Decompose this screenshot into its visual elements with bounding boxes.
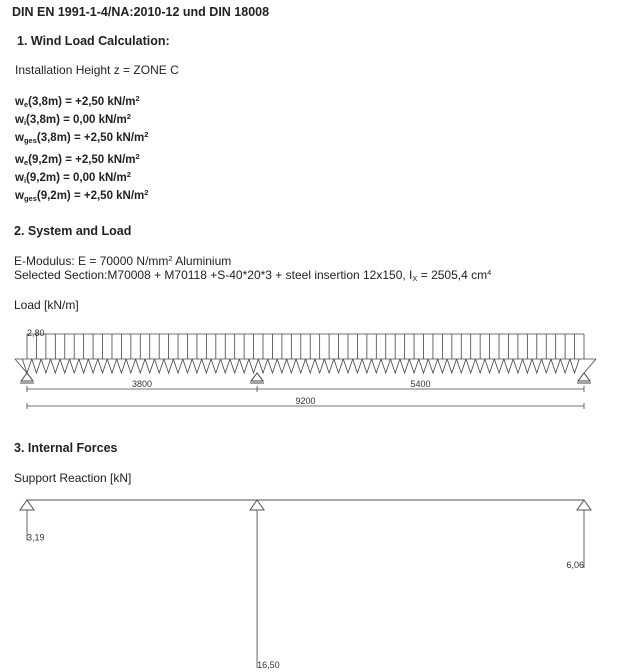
support-triangle-icon [21,373,33,381]
support-triangle-icon [578,373,590,381]
lattice-diagonal [51,359,60,373]
lattice-diagonal [390,359,399,373]
lattice-end [584,359,596,373]
lattice-diagonal [372,359,381,373]
formula-wges-1: $w_{ges}(3,8m) = +2,50$ $kN/m^2$ [15,130,149,145]
lattice-diagonal [145,359,154,373]
lattice-diagonal [362,359,371,373]
section-2-heading: 2. System and Load [14,224,132,238]
lattice-diagonal [268,359,277,373]
load-arrows [27,334,584,359]
installation-height: Installation Height z = ZONE C [15,63,179,77]
lattice-diagonal [381,359,390,373]
lattice-diagonal [570,359,579,373]
support-reaction-label: Support Reaction [kN] [14,471,132,485]
formula-wi-1: $w_i(3,8m) = 0,00$ $kN/m^2$ [15,112,131,127]
lattice-diagonal [183,359,192,373]
lattice-diagonal [466,359,475,373]
selected-section: Selected Section:M70008 + M70118 +S-40*20*3 + steel insertion 12x150, $I_X = 2505,4$ $cm^4$ [14,268,492,283]
beam-lattice [15,359,596,373]
lattice-diagonal [32,359,41,373]
lattice-diagonal [164,359,173,373]
beam-supports [20,373,591,383]
reaction-right-value: 6,06 [566,560,584,571]
lattice-diagonal [202,359,211,373]
lattice-diagonal [306,359,315,373]
support-reaction-diagram [0,492,618,672]
lattice-diagonal [136,359,145,373]
span-2-label: 5400 [410,379,431,389]
lattice-diagonal [523,359,532,373]
lattice-diagonal [353,359,362,373]
document-title: DIN EN 1991-1-4/NA:2010-12 und DIN 18008 [12,5,270,19]
lattice-diagonal [475,359,484,373]
lattice-diagonal [287,359,296,373]
wind-group-2 [15,151,148,205]
lattice-diagonal [457,359,466,373]
reaction-left-value: 3,19 [27,532,45,543]
lattice-diagonal [428,359,437,373]
lattice-diagonal [504,359,513,373]
lattice-diagonal [117,359,126,373]
formula-wi-2: $w_i(9,2m) = 0,00$ $kN/m^2$ [15,170,131,185]
reaction-middle-value: 16,50 [257,660,280,670]
lattice-diagonal [494,359,503,373]
section-3-heading: 3. Internal Forces [14,441,118,455]
lattice-diagonal [69,359,78,373]
lattice-diagonal [343,359,352,373]
formula-we-1: $w_e(3,8m) = +2,50$ $kN/m^2$ [15,94,140,109]
lattice-diagonal [154,359,163,373]
load-label: Load [kN/m] [14,298,79,312]
lattice-diagonal [315,359,324,373]
reaction-support-icon [250,500,264,510]
lattice-diagonal [88,359,97,373]
lattice-diagonal [296,359,305,373]
reaction-support-icon [577,500,591,510]
lattice-diagonal [79,359,88,373]
lattice-diagonal [221,359,230,373]
lattice-diagonal [41,359,50,373]
lattice-diagonal [98,359,107,373]
formula-wges-2: $w_{ges}(9,2m) = +2,50$ $kN/m^2$ [15,188,149,203]
lattice-diagonal [334,359,343,373]
lattice-diagonal [60,359,69,373]
lattice-diagonal [249,359,258,373]
lattice-diagonal [560,359,569,373]
reaction-support-icon [20,500,34,510]
lattice-diagonal [126,359,135,373]
lattice-diagonal [438,359,447,373]
lattice-diagonal [211,359,220,373]
beam-load-diagram [0,320,618,420]
lattice-diagonal [324,359,333,373]
total-length-label: 9200 [295,396,316,406]
lattice-diagonal [409,359,418,373]
lattice-end [15,359,27,373]
span-1-label: 3800 [132,379,153,389]
lattice-diagonal [239,359,248,373]
lattice-diagonal [485,359,494,373]
lattice-diagonal [532,359,541,373]
lattice-diagonal [258,359,267,373]
lattice-diagonal [419,359,428,373]
load-value-label: 2,80 [27,328,45,338]
support-triangle-icon [251,373,263,381]
section-1-heading: 1. Wind Load Calculation: [17,34,170,48]
lattice-diagonal [400,359,409,373]
e-modulus: E-Modulus: E = 70000 $N/mm^2$ Aluminium [14,254,232,268]
wind-group-1 [15,93,148,147]
lattice-diagonal [230,359,239,373]
lattice-diagonal [447,359,456,373]
lattice-diagonal [513,359,522,373]
formula-we-2: $w_e(9,2m) = +2,50$ $kN/m^2$ [15,152,140,167]
reaction-supports [20,500,591,668]
lattice-diagonal [107,359,116,373]
lattice-diagonal [173,359,182,373]
lattice-diagonal [551,359,560,373]
lattice-diagonal [277,359,286,373]
lattice-diagonal [22,359,31,373]
lattice-diagonal [192,359,201,373]
lattice-diagonal [542,359,551,373]
